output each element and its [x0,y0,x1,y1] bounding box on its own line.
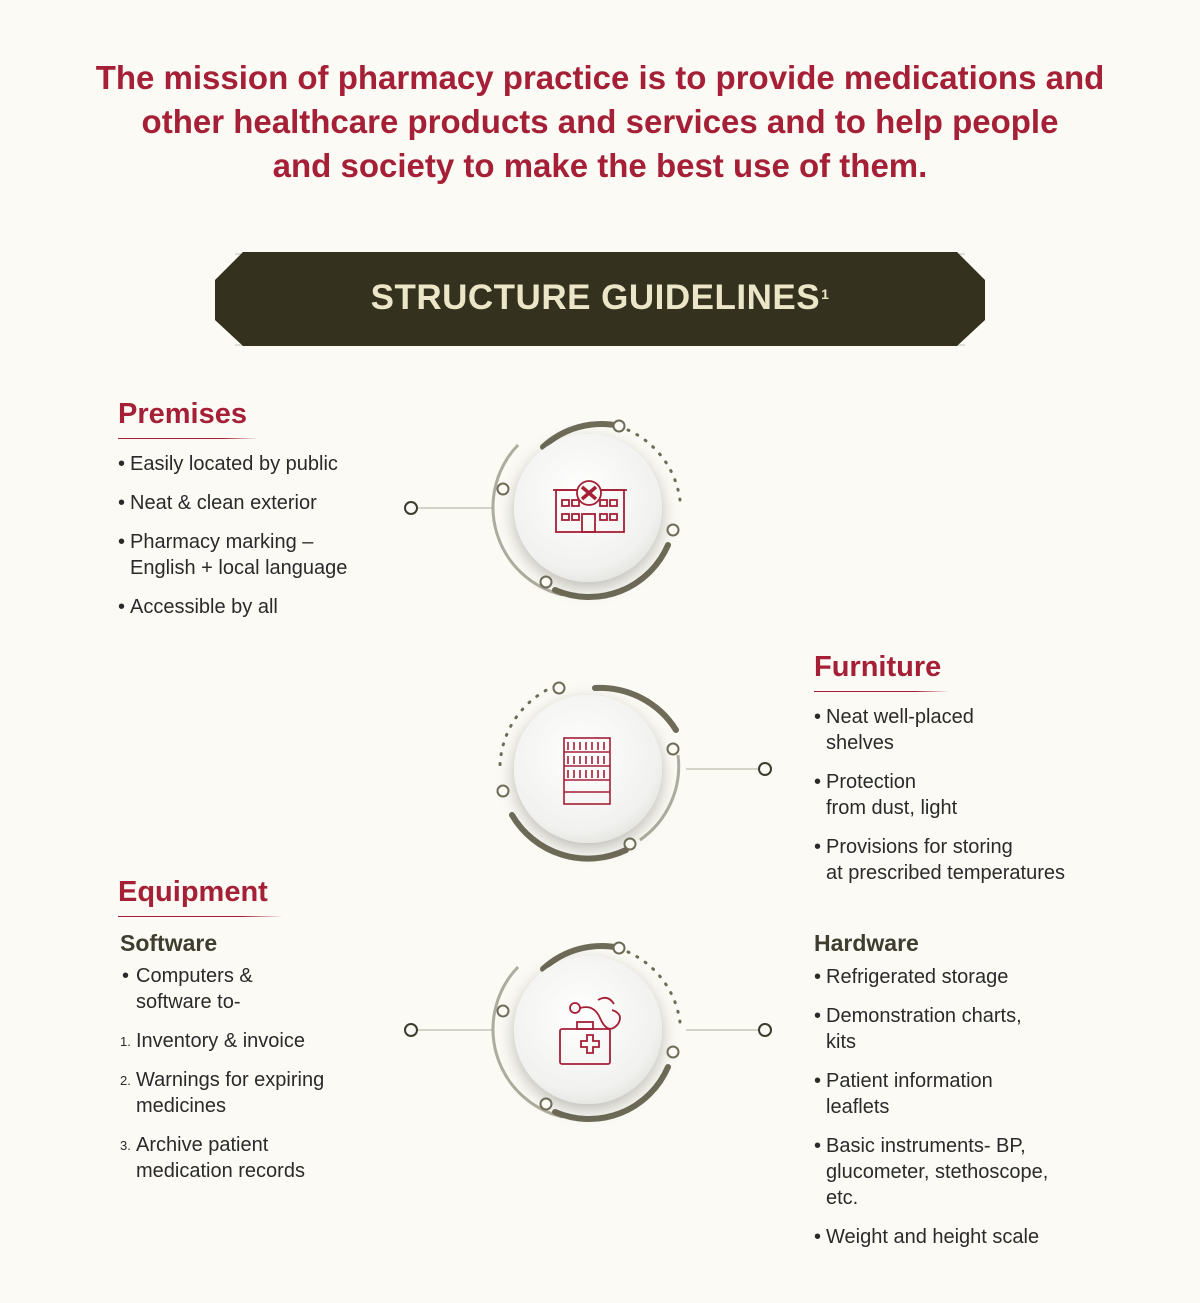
furniture-list [814,704,1114,899]
list-item: 3. Archive patient medication records [120,1134,305,1182]
premises-list [118,451,398,633]
software-list [120,963,400,1197]
footnote-marker: 1 [821,285,830,302]
premises-title: Premises [118,398,258,436]
list-item: • Provisions for storing at prescribed temperatures [814,834,1114,886]
list-item: • Protection from dust, light [814,769,1114,821]
list-item: • Neat well-placed shelves [814,704,1114,756]
list-item: • Patient information leaflets [814,1068,1114,1120]
list-item: 2. Warnings for expiring medicines [120,1069,325,1117]
software-title: Software [120,930,218,956]
mission-line-2: other healthcare products and services and to help people [141,103,1059,140]
mission-line-1: The mission of pharmacy practice is to provide medications and [95,59,1105,96]
premises-node [405,421,680,598]
list-item: • Computers & software to- [120,963,400,1015]
hardware-title: Hardware [814,930,919,956]
list-item: • Basic instruments- BP, glucometer, stethoscope, etc. [814,1133,1114,1211]
list-item: • Demonstration charts, kits [814,1003,1114,1055]
list-item: • Accessible by all [118,594,398,620]
furniture-title: Furniture [814,651,949,689]
list-item: 1. Inventory & invoice [120,1030,305,1052]
list-item: • Pharmacy marking – English + local language [118,529,398,581]
list-item: • Neat & clean exterior [118,490,398,516]
list-item: • Refrigerated storage [814,964,1114,990]
furniture-node [498,683,772,859]
equipment-title: Equipment [118,876,283,914]
mission-line-3: and society to make the best use of them. [272,147,928,184]
equipment-node [405,943,771,1120]
list-item: • Easily located by public [118,451,398,477]
banner-title: STRUCTURE GUIDELINES $^1$ [370,277,830,317]
list-item: • Weight and height scale [814,1224,1114,1250]
hardware-list [814,964,1114,1263]
